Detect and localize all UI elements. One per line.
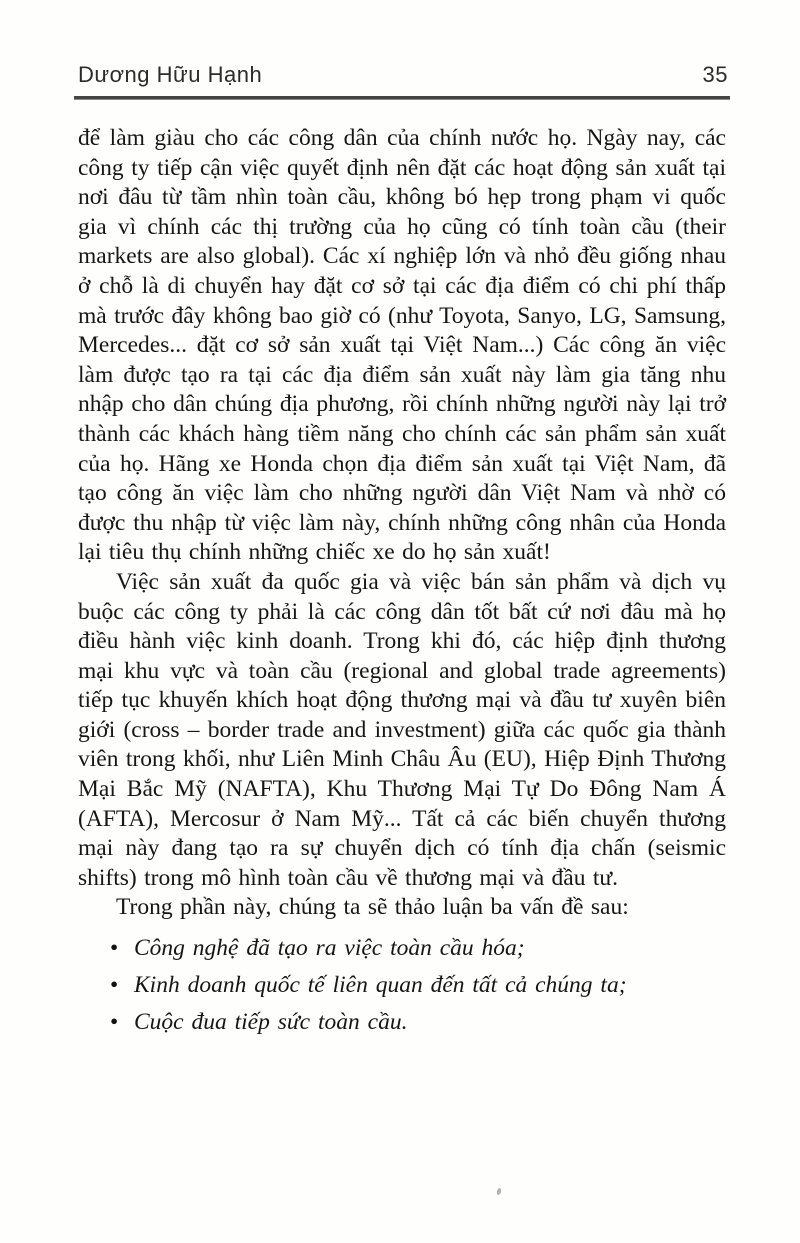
list-item (110, 930, 726, 967)
list-item-label: Công nghệ đã tạo ra việc toàn cầu hóa; (134, 935, 525, 962)
page-body (78, 124, 726, 1041)
list-item-label: Kinh doanh quốc tế liên quan đến tất cả chúng ta; (134, 972, 627, 999)
bullet-icon: • (110, 935, 119, 962)
body-paragraph: Việc sản xuất đa quốc gia và việc bán sản phẩm và dịch vụ buộc các công ty phải là các công dân tốt bất cứ nơi đâu mà họ điều hành việc kinh doanh. Trong khi đó, các hiệp định thương mại khu vực và toàn cầu (regional and global trade agreements) tiếp tục khuyến khích hoạt động thương mại và đầu tư xuyên biên giới (cross – border trade and investment) giữa các quốc gia thành viên trong khối, như Liên Minh Châu Âu (EU), Hiệp Định Thương Mại Bắc Mỹ (NAFTA), Khu Thương Mại Tự Do Đông Nam Á (AFTA), Mercosur ở Nam Mỹ... Tất cả các biến chuyển thương mại này đang tạo ra sự chuyển dịch có tính địa chấn (seismic shifts) trong mô hình toàn cầu về thương mại và đầu tư. (78, 568, 726, 891)
bullet-icon: • (110, 1009, 119, 1036)
list-item (110, 967, 726, 1004)
header-rule (74, 96, 730, 99)
body-paragraph: để làm giàu cho các công dân của chính nước họ. Ngày nay, các công ty tiếp cận việc quyết định nên đặt các hoạt động sản xuất tại nơi đâu từ tầm nhìn toàn cầu, không bó hẹp trong phạm vi quốc gia vì chính các thị trường của họ cũng có tính toàn cầu (their markets are also global). Các xí nghiệp lớn và nhỏ đều giống nhau ở chỗ là di chuyển hay đặt cơ sở tại các địa điểm có chi phí thấp mà trước đây không bao giờ có (như Toyota, Sanyo, LG, Samsung, Mercedes... đặt cơ sở sản xuất tại Việt Nam...) Các công ăn việc làm được tạo ra tại các địa điểm sản xuất này làm gia tăng nhu nhập cho dân chúng địa phương, rồi chính những người này lại trở thành các khách hàng tiềm năng cho chính các sản phẩm sản xuất của họ. Hãng xe Honda chọn địa điểm sản xuất tại Việt Nam, đã tạo công ăn việc làm cho những người dân Việt Nam và nhờ có được thu nhập từ việc làm này, chính những công nhân của Honda lại tiêu thụ chính những chiếc xe do họ sản xuất! (78, 125, 726, 566)
list-item-label: Cuộc đua tiếp sức toàn cầu. (134, 1009, 408, 1036)
bullet-icon: • (110, 972, 119, 999)
running-header-author: Dương Hữu Hạnh (78, 62, 263, 87)
page-header (78, 62, 728, 88)
topics-list (78, 930, 726, 1041)
scan-artifact (496, 1188, 502, 1196)
body-paragraph: Trong phần này, chúng ta sẽ thảo luận ba vấn đề sau: (116, 894, 629, 921)
list-item (110, 1004, 726, 1041)
page-number: 35 (702, 62, 728, 87)
